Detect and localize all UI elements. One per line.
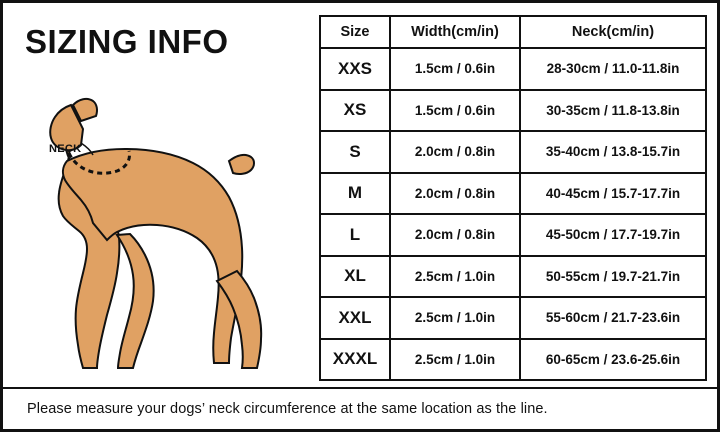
cell-size: XXXL xyxy=(320,339,390,381)
cell-neck: 28-30cm / 11.0-11.8in xyxy=(520,48,706,90)
cell-width: 2.0cm / 0.8in xyxy=(390,214,520,256)
cell-width: 2.0cm / 0.8in xyxy=(390,173,520,215)
cell-neck: 50-55cm / 19.7-21.7in xyxy=(520,256,706,298)
cell-size: XS xyxy=(320,90,390,132)
size-table xyxy=(319,15,707,381)
cell-neck: 30-35cm / 11.8-13.8in xyxy=(520,90,706,132)
cell-size: M xyxy=(320,173,390,215)
cell-size: XXS xyxy=(320,48,390,90)
table-row xyxy=(320,131,706,173)
neck-label: NECK xyxy=(49,143,82,155)
dog-silhouette-icon xyxy=(21,85,301,375)
cell-neck: 35-40cm / 13.8-15.7in xyxy=(520,131,706,173)
footer-bar xyxy=(3,387,717,429)
cell-width: 1.5cm / 0.6in xyxy=(390,90,520,132)
page-title: SIZING INFO xyxy=(25,23,229,60)
cell-size: S xyxy=(320,131,390,173)
table-header-row xyxy=(320,16,706,48)
column-header-width: Width(cm/in) xyxy=(390,16,520,48)
table-row xyxy=(320,90,706,132)
cell-neck: 55-60cm / 21.7-23.6in xyxy=(520,297,706,339)
cell-neck: 60-65cm / 23.6-25.6in xyxy=(520,339,706,381)
cell-size: XL xyxy=(320,256,390,298)
cell-size: L xyxy=(320,214,390,256)
card-content xyxy=(3,3,717,393)
illustration-panel xyxy=(3,3,313,393)
column-header-neck: Neck(cm/in) xyxy=(520,16,706,48)
table-row xyxy=(320,256,706,298)
cell-width: 2.5cm / 1.0in xyxy=(390,256,520,298)
cell-width: 1.5cm / 0.6in xyxy=(390,48,520,90)
cell-width: 2.5cm / 1.0in xyxy=(390,339,520,381)
table-row xyxy=(320,173,706,215)
cell-width: 2.0cm / 0.8in xyxy=(390,131,520,173)
table-row xyxy=(320,339,706,381)
column-header-size: Size xyxy=(320,16,390,48)
cell-neck: 45-50cm / 17.7-19.7in xyxy=(520,214,706,256)
table-row xyxy=(320,214,706,256)
size-table-panel xyxy=(313,3,717,393)
measurement-note: Please measure your dogs’ neck circumference at the same location as the line. xyxy=(27,401,548,417)
table-row xyxy=(320,48,706,90)
table-row xyxy=(320,297,706,339)
cell-size: XXL xyxy=(320,297,390,339)
cell-width: 2.5cm / 1.0in xyxy=(390,297,520,339)
cell-neck: 40-45cm / 15.7-17.7in xyxy=(520,173,706,215)
